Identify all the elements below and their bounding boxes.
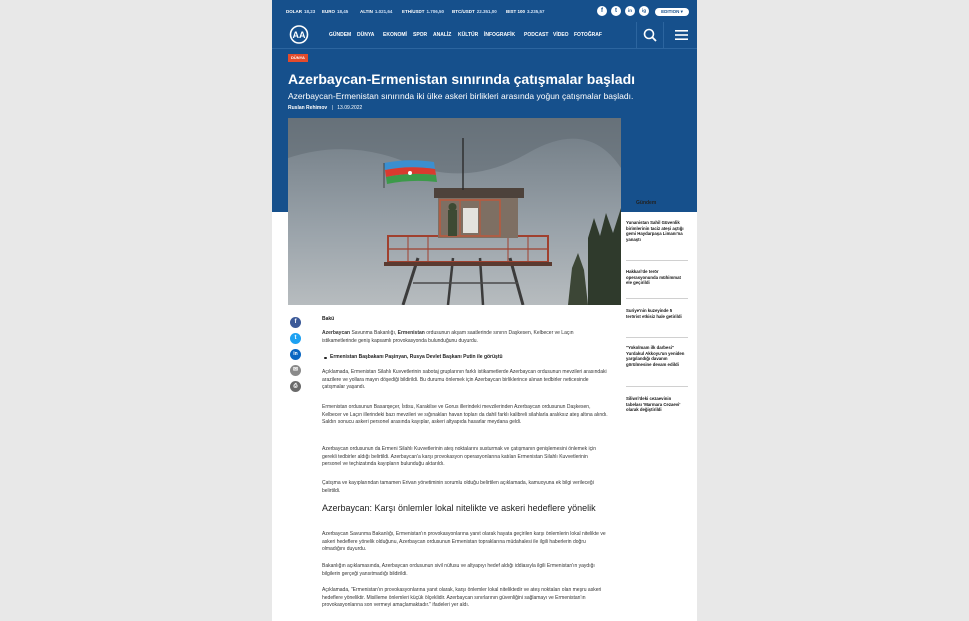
article-photo[interactable] [288,118,621,305]
paragraph: Azerbaycan ordusunun da Ermeni Silahlı Kuvvetlerinin ateş noktalarını susturmak ve çatışmanın genişlemesini önlemek için gerekli tedbirler aldığı belirtildi. Azerbaycan'a karşı provokasyon operasyonlarına katılan Ermenistan Silahlı Kuvvetlerinin personel ve teçhizatında kayıpların bulunduğu aktarıldı. [322,446,597,468]
section-heading: Azerbaycan: Karşı önlemler lokal nitelikte ve askeri hedeflere yönelik [322,503,596,513]
ticker-item[interactable]: BTC/USDT 22.351,00 [452,9,497,14]
print-icon[interactable]: ⎙ [290,381,301,392]
paragraph: Ermenistan ordusunun Basarqeçer, İstisu, Karakilse ve Gorus illerindeki mevzilerinden Azerbaycan ordusunun Daşkesen, Kelbecer ve Laçın illerindeki bazı mevzileri ve sığınakları havan topları da dahil farklı kalibreli silahlarla aralıksız ateş altına alındı. Saldırı sonucu askeri personel arasında kayıplar, askeri altyapıda hasarlar meydana geldi. [322,404,608,426]
category-badge[interactable]: DÜNYA [288,54,308,62]
publish-date: 13.09.2022 [337,105,363,111]
twitter-icon[interactable]: t [611,6,621,16]
edition-select[interactable]: EDITION ▾ [655,8,689,16]
instagram-icon[interactable]: ig [639,6,649,16]
article-subtitle: Azerbaycan-Ermenistan sınırında iki ülke askeri birlikleri arasında yoğun çatışmalar başladı. [288,91,634,101]
related-link[interactable]: Ermenistan Başbakanı Paşinyan, Rusya Devlet Başkanı Putin ile görüştü [330,354,600,362]
nav-item-gundem[interactable]: GÜNDEM [329,32,352,38]
ticker-item[interactable]: EURO 18,45 [322,9,349,14]
hamburger-icon [664,22,697,48]
nav-item-kultur[interactable]: KÜLTÜR [458,32,479,38]
author-name[interactable]: Ruslan Rehimov [288,105,328,111]
main-nav [272,22,697,49]
nav-item-video[interactable]: VİDEO [553,32,569,38]
divider [626,260,688,261]
market-ticker [272,0,697,22]
nav-item-podcast[interactable]: PODCAST [524,32,549,38]
page-title: Azerbaycan-Ermenistan sınırında çatışmalar başladı [288,71,636,87]
sidebar-news-item[interactable]: Hakkari'de terör operasyonunda mühimmat ele geçirildi [626,269,681,286]
ticker-item[interactable]: ALTIN 1.021,64 [360,9,393,14]
sidebar-news-item[interactable]: Yunanistan Sahil Güvenlik birimlerinin taciz ateşi açtığı gemi Haydarpaşa Limanı'na yanaştı [626,220,684,242]
facebook-icon[interactable]: f [597,6,607,16]
sidebar-news-item[interactable]: "Yokolmam ilk darbesi" Yurdakul Akkoyu'un yeniden yargılandığı davanın görülmesine devam edildi [626,345,685,367]
menu-button[interactable] [663,22,697,48]
paragraph: Açıklamada, "Ermenistan'ın provokasyonlarına yanıt olarak, karşı önlemler lokal niteliktedir ve ateş noktaları olan meşru askeri hedeflere yöneliktir. Misilleme önlemleri küçük ölçeklidir. Azerbaycan sınırlarının güvenliğini sağlamayı ve Ermenistan'ın provokasyonlarına son vermeyi amaçlamaktadır." ifadeleri yer aldı. [322,587,602,609]
divider [626,298,688,299]
nav-item-infografik[interactable]: İNFOGRAFİK [484,32,516,38]
aa-logo[interactable] [288,25,310,44]
news-page [272,0,697,621]
byline: Ruslan Rehimov | 13.09.2022 [288,105,363,111]
share-email-icon[interactable]: ✉ [290,365,301,376]
search-button[interactable] [636,22,663,48]
ticker-item[interactable]: ETH/USDT 1.706,50 [402,9,445,14]
nav-item-analiz[interactable]: ANALİZ [433,32,452,38]
sidebar-heading[interactable]: Gündem [636,200,657,206]
paragraph: Çatışma ve kayıplarından tamamen Erivan yönetiminin sorumlu olduğu belirtilen açıklamada, kamuoyuna ek bilgi verileceği belirtildi. [322,480,594,494]
paragraph: Bakanlığın açıklamasında, Azerbaycan ordusunun sivil nüfusu ve altyapıyı hedef aldığı iddiasıyla ilgili Ermenistan'ın yaydığı bilgilerin gerçeği yansıtmadığı bildirildi. [322,563,595,577]
linkedin-icon[interactable]: in [625,6,635,16]
dateline: Bakü [322,316,335,322]
ticker-item[interactable]: DOLAR 18,23 [286,9,316,14]
sidebar-news-item[interactable]: Siliwri'deki cezaevinin tabelası 'Marmara Cezaevi' olarak değiştirildi [626,396,681,413]
nav-item-dunya[interactable]: DÜNYA [357,32,375,38]
section-marker-icon [626,200,633,207]
share-facebook-icon[interactable]: f [290,317,301,328]
nav-item-spor[interactable]: SPOR [413,32,428,38]
paragraph: Azerbaycan Savunma Bakanlığı, Ermenistan'ın provokasyonlarına yanıt olarak hayata geçirilen karşı önlemlerin lokal nitelikte ve askeri hedeflere yönelik olduğunu, Azerbaycan ordusunun Ermenistan topraklarına müdahalesi ile ilgili haberlerin doğru olmadığını duyurdu. [322,531,606,553]
share-linkedin-icon[interactable]: in [290,349,301,360]
nav-item-fotograf[interactable]: FOTOĞRAF [574,32,602,38]
divider [626,386,688,387]
svg-text:AA: AA [292,30,306,40]
sidebar-news-item[interactable]: Suriye'nin kuzeyinde 5 terörist etkisiz hale getirildi [626,308,682,319]
ticker-item[interactable]: BIST 100 3.235,57 [506,9,545,14]
paragraph: Azerbaycan Savunma Bakanlığı, Ermenistan ordusunun akşam saatlerinde sınırın Daşkesen, Kelbecer ve Laçın istikametlerinde geniş kapsamlı provokasyonda bulunduğunu duyurdu. [322,330,574,344]
search-icon [637,22,663,48]
share-twitter-icon[interactable]: t [290,333,301,344]
paragraph: Açıklamada, Ermenistan Silahlı Kuvvetlerinin sabotaj gruplarının farklı istikametlerde Azerbaycan ordusunun mevzileri arasındaki arazilere ve yollara mayın döşediği bildirildi. Bu durumu önlemek için Azerbaycan birliklerince alınan tedbirler neticesinde çatışmalar yaşandı. [322,369,607,391]
divider [626,337,688,338]
nav-item-ekonomi[interactable]: EKONOMİ [383,32,407,38]
